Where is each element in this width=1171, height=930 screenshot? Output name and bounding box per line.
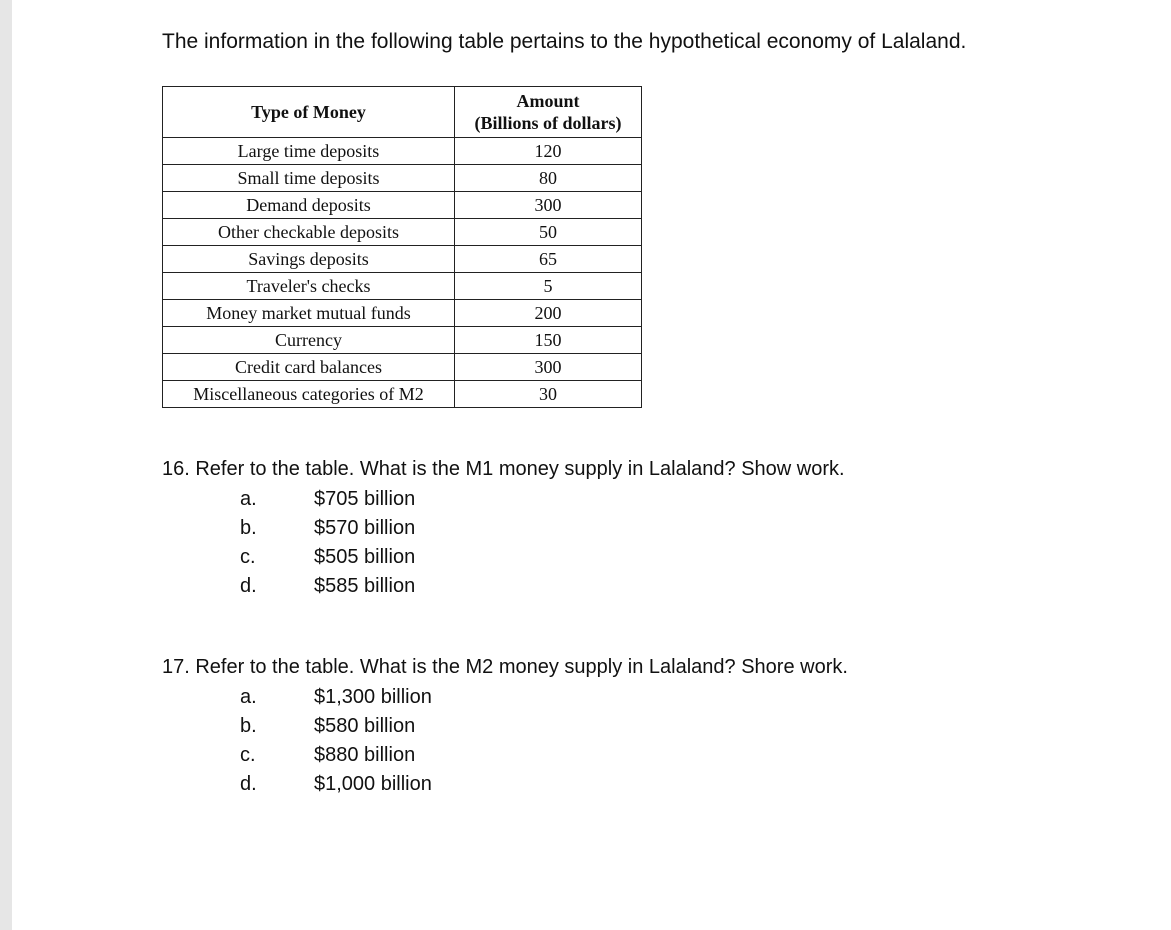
row-type: Traveler's checks xyxy=(163,273,455,300)
option-value: $570 billion xyxy=(314,517,416,539)
option-letter: c. xyxy=(240,744,256,766)
row-type: Currency xyxy=(163,327,455,354)
row-type: Savings deposits xyxy=(163,246,455,273)
option-letter: c. xyxy=(240,546,256,568)
table-row xyxy=(163,273,642,300)
header-amount-line1: Amount xyxy=(516,91,580,111)
money-table xyxy=(162,86,642,408)
row-type: Other checkable deposits xyxy=(163,219,455,246)
header-amount xyxy=(455,87,642,138)
option-value: $705 billion xyxy=(314,488,416,510)
row-amount: 50 xyxy=(455,219,642,246)
table-row xyxy=(163,246,642,273)
intro-text: The information in the following table pertains to the hypothetical economy of Lalaland. xyxy=(162,30,967,53)
row-type: Demand deposits xyxy=(163,192,455,219)
table-row xyxy=(163,381,642,408)
option-letter: b. xyxy=(240,715,257,737)
question-17: 17. Refer to the table. What is the M2 money supply in Lalaland? Shore work. xyxy=(162,656,848,678)
option-value: $880 billion xyxy=(314,744,416,766)
option-letter: d. xyxy=(240,575,257,597)
row-type: Miscellaneous categories of M2 xyxy=(163,381,455,408)
table-row xyxy=(163,327,642,354)
option-value: $505 billion xyxy=(314,546,416,568)
page-left-margin xyxy=(0,0,12,930)
row-type: Large time deposits xyxy=(163,138,455,165)
row-type: Credit card balances xyxy=(163,354,455,381)
row-type: Small time deposits xyxy=(163,165,455,192)
option-letter: a. xyxy=(240,686,257,708)
row-amount: 300 xyxy=(455,192,642,219)
option-value: $585 billion xyxy=(314,575,416,597)
option-letter: a. xyxy=(240,488,257,510)
row-amount: 80 xyxy=(455,165,642,192)
table-header-row xyxy=(163,87,642,138)
question-16: 16. Refer to the table. What is the M1 money supply in Lalaland? Show work. xyxy=(162,458,845,480)
table-row xyxy=(163,219,642,246)
row-type: Money market mutual funds xyxy=(163,300,455,327)
option-letter: b. xyxy=(240,517,257,539)
row-amount: 200 xyxy=(455,300,642,327)
header-amount-line2: (Billions of dollars) xyxy=(474,113,622,133)
row-amount: 65 xyxy=(455,246,642,273)
row-amount: 5 xyxy=(455,273,642,300)
option-value: $1,000 billion xyxy=(314,773,432,795)
option-value: $580 billion xyxy=(314,715,416,737)
header-type-of-money: Type of Money xyxy=(163,87,455,138)
row-amount: 30 xyxy=(455,381,642,408)
row-amount: 150 xyxy=(455,327,642,354)
row-amount: 300 xyxy=(455,354,642,381)
table-row xyxy=(163,138,642,165)
option-letter: d. xyxy=(240,773,257,795)
table-row xyxy=(163,354,642,381)
table-row xyxy=(163,300,642,327)
table-row xyxy=(163,192,642,219)
table-row xyxy=(163,165,642,192)
row-amount: 120 xyxy=(455,138,642,165)
option-value: $1,300 billion xyxy=(314,686,432,708)
